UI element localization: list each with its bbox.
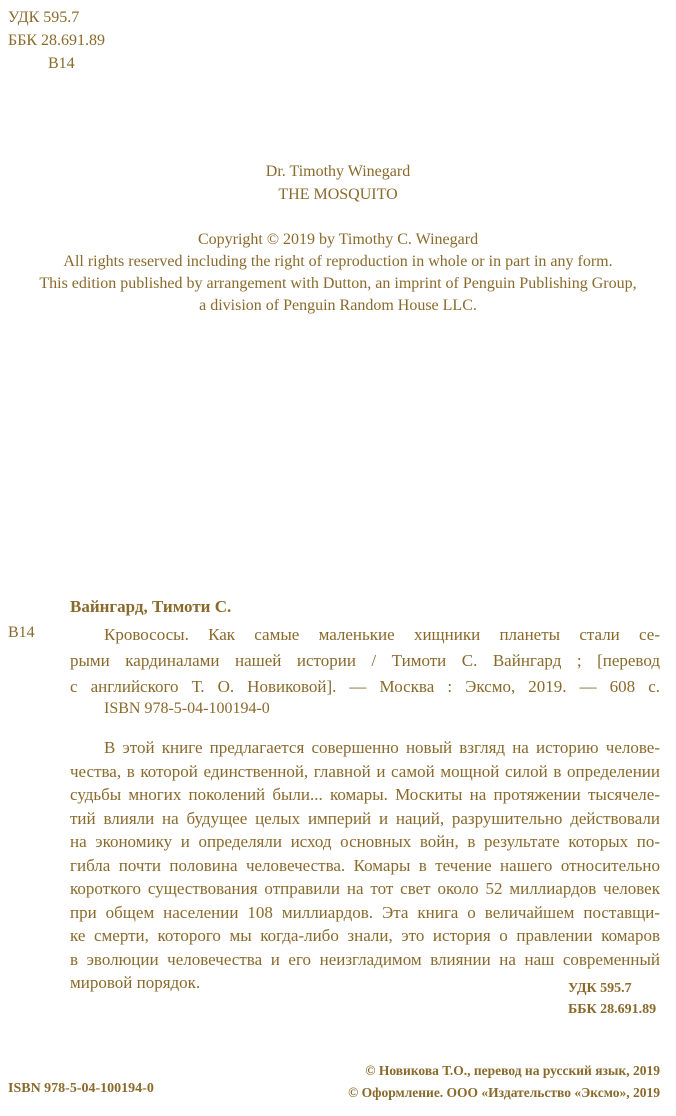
bbk-code-bottom: ББК 28.691.89 [568, 1002, 657, 1017]
record-code: В14 [8, 624, 35, 641]
abstract-line: чества, в которой единственной, главной и самой мощной силой в определении [70, 761, 660, 781]
rights-block [0, 229, 676, 317]
abstract-line: на экономику и определяли исход основных войн, в результате которых по- [70, 832, 660, 851]
udk-code-bottom: УДК 595.7 [568, 981, 632, 996]
abstract-line: В этой книге предлагается совершенно новый взгляд на историю челове- [104, 738, 660, 757]
udk-code: УДК 595.7 [8, 9, 80, 26]
description-line: рыми кардиналами нашей истории / Тимоти С. Вайнгард ; [перевод [70, 651, 660, 670]
abstract-line: ке смерти, которого мы когда-либо знали, это история о правлении комаров [70, 926, 660, 945]
abstract-line: судьбы многих поколений были... комары. Москиты на протяжении тысячеле- [70, 785, 660, 804]
copyright-line: © Оформление. ООО «Издательство «Эксмо», 2019 [348, 1085, 660, 1100]
abstract-line: тий влияли на будущее целых империй и наций, разрушительно действовали [70, 808, 660, 828]
rights-line: All rights reserved including the right of reproduction in whole or in part in any form. [63, 253, 613, 270]
rights-line: a division of Penguin Random House LLC. [199, 297, 477, 314]
abstract-line: короткого существования отправили на тот свет около 52 миллиардов человек [70, 879, 660, 898]
abstract-line: мировой порядок. [70, 973, 201, 992]
record-description [70, 622, 660, 700]
bbk-code: ББК 28.691.89 [8, 32, 106, 49]
description-line: с английского Т. О. Новиковой]. — Москва : Эксмо, 2019. — 608 с. [70, 677, 660, 696]
copyright-line: © Новикова Т.О., перевод на русский язык, 2019 [365, 1063, 660, 1078]
classification-bottom [568, 978, 656, 1020]
rights-line: Copyright © 2019 by Timothy C. Winegard [197, 231, 479, 248]
classification-block [8, 6, 105, 75]
description-line: Кровососы. Как самые маленькие хищники планеты стали се- [104, 625, 660, 644]
record-isbn: ISBN 978-5-04-100194-0 [104, 700, 270, 717]
abstract-line: в эволюции человечества и его неизгладимом влиянии на наш современный [70, 949, 660, 969]
author-mark: В14 [48, 55, 75, 72]
original-title: THE MOSQUITO [278, 186, 398, 203]
copyright-block [302, 1060, 660, 1104]
rights-line: This edition published by arrangement with Dutton, an imprint of Penguin Publishing Group, [39, 275, 637, 292]
original-title-block [0, 160, 676, 206]
abstract [70, 736, 660, 995]
record-author: Вайнгард, Тимоти С. [70, 597, 232, 616]
abstract-line: при общем населении 108 миллиардов. Эта книга о величайшем поставщи- [70, 902, 660, 922]
original-author: Dr. Timothy Winegard [265, 163, 411, 180]
abstract-line: гибла почти половина человечества. Комары в течение нашего относительно [70, 855, 660, 875]
isbn-bottom: ISBN 978-5-04-100194-0 [8, 1081, 154, 1096]
